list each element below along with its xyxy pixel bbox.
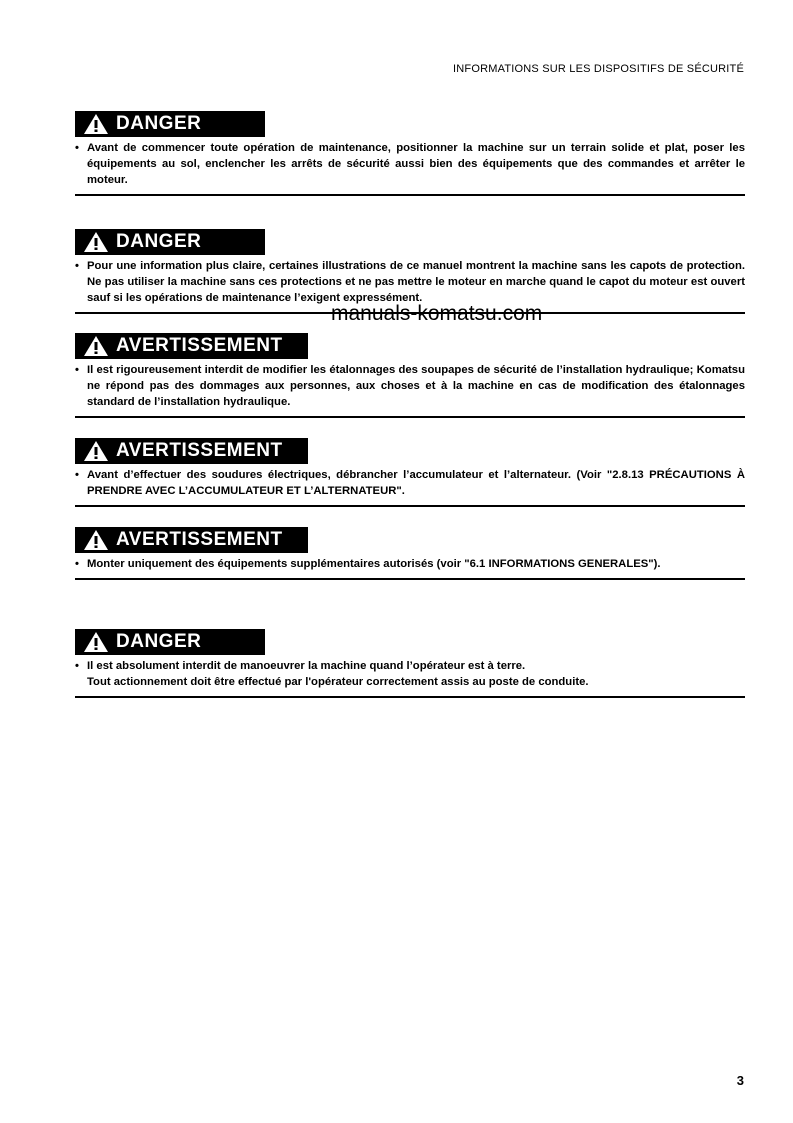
warning-notice-4 — [75, 438, 745, 507]
bullet: • — [75, 469, 79, 481]
warning-triangle-icon — [83, 113, 109, 135]
notice-label-text: AVERTISSEMENT — [116, 529, 283, 550]
notice-text: Avant d’effectuer des soudures électriques, débrancher l’accumulateur et l’alternateur. (Voir "2.8.13 PRÉCAUTIONS À PRENDRE AVEC L’ACCUMULATEUR ET L’ALTERNATEUR". — [87, 469, 745, 497]
notice-text: Avant de commencer toute opération de maintenance, positionner la machine sur un terrain solide et plat, poser les équipements au sol, enclencher les arrêts de sécurité aussi bien des équipements que des commandes et arrêter le moteur. — [87, 142, 745, 186]
notice-text-line-2: Tout actionnement doit être effectué par l'opérateur correctement assis au poste de conduite. — [87, 676, 589, 688]
bullet: • — [75, 364, 79, 376]
warning-triangle-icon — [83, 335, 109, 357]
notice-body — [75, 553, 745, 578]
watermark-text: manuals-komatsu.com — [331, 302, 543, 325]
notice-text: Il est absolument interdit de manoeuvrer la machine quand l’opérateur est à terre. — [87, 660, 526, 672]
warning-label — [75, 438, 308, 464]
notice-body — [75, 464, 745, 505]
danger-label — [75, 111, 265, 137]
warning-triangle-icon — [83, 529, 109, 551]
danger-label — [75, 229, 265, 255]
warning-triangle-icon — [83, 231, 109, 253]
notice-label-text: AVERTISSEMENT — [116, 440, 283, 461]
page-number: 3 — [736, 1073, 744, 1088]
bullet: • — [75, 142, 79, 154]
warning-label — [75, 333, 308, 359]
notice-text: Il est rigoureusement interdit de modifier les étalonnages des soupapes de sécurité de l’installation hydraulique; Komatsu ne répond pas des dommages aux personnes, aux choses et à la machine en cas de modification des étalonnages standard de l’installation hydraulique. — [87, 364, 745, 408]
bullet: • — [75, 558, 79, 570]
warning-triangle-icon — [83, 631, 109, 653]
danger-notice-1 — [75, 111, 745, 196]
notice-body — [75, 655, 745, 696]
notice-text: Pour une information plus claire, certaines illustrations de ce manuel montrent la machine sans les capots de protection. Ne pas utiliser la machine sans ces protections et ne pas mettre le moteur en marche quand le capot du moteur est ouvert sauf si les opérations de maintenance l’exigent expressément. — [87, 260, 745, 304]
warning-triangle-icon — [83, 440, 109, 462]
bullet: • — [75, 660, 79, 672]
notice-body — [75, 137, 745, 194]
notice-text: Monter uniquement des équipements supplémentaires autorisés (voir "6.1 INFORMATIONS GENERALES"). — [87, 558, 661, 570]
notice-label-text: DANGER — [116, 113, 202, 134]
bullet: • — [75, 260, 79, 272]
warning-notice-3 — [75, 333, 745, 418]
notice-label-text: DANGER — [116, 631, 202, 652]
notice-body — [75, 359, 745, 416]
notice-label-text: AVERTISSEMENT — [116, 335, 283, 356]
warning-label — [75, 527, 308, 553]
danger-notice-6 — [75, 629, 745, 698]
page-header-title: INFORMATIONS SUR LES DISPOSITIFS DE SÉCURITÉ — [453, 63, 744, 75]
danger-label — [75, 629, 265, 655]
warning-notice-5 — [75, 527, 745, 580]
notice-label-text: DANGER — [116, 231, 202, 252]
